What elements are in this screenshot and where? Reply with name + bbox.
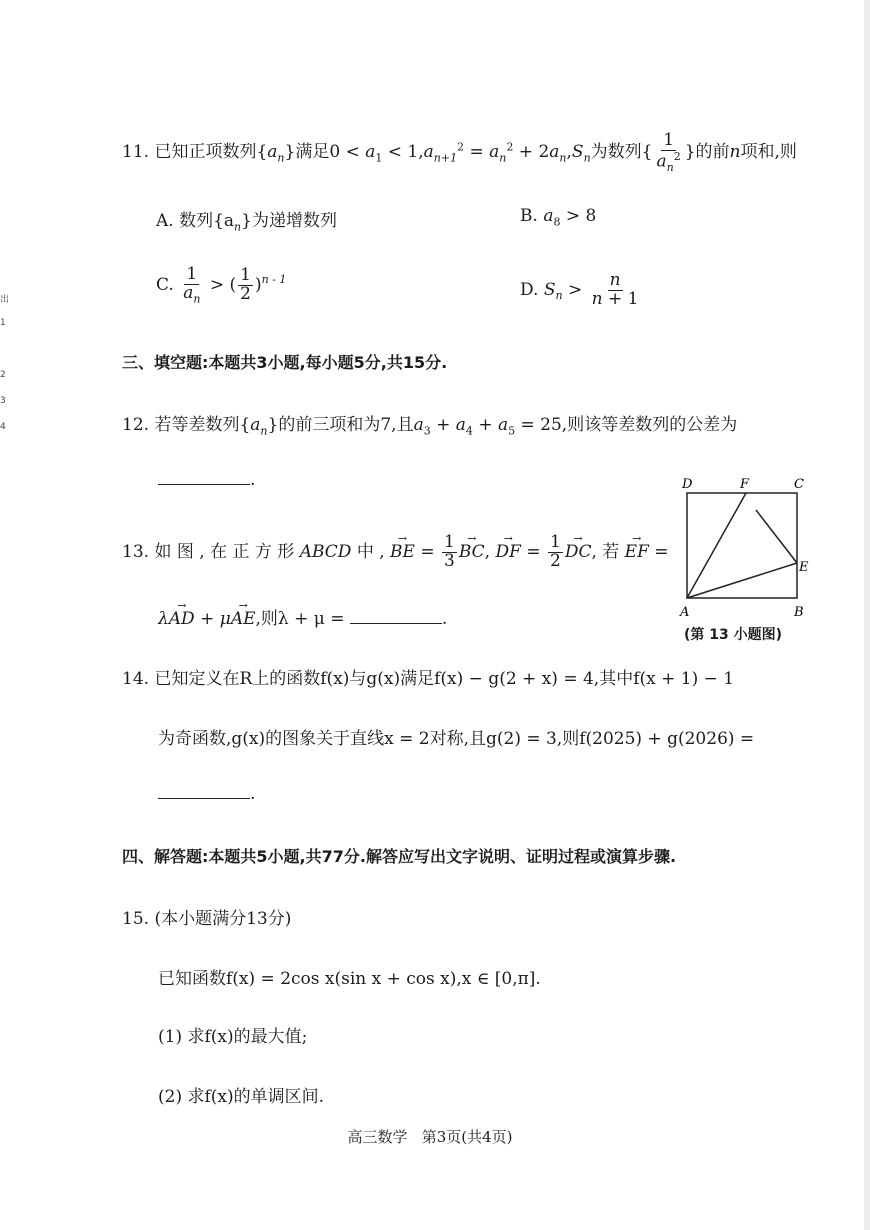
- square-abcd: [687, 493, 797, 598]
- q15-header: [122, 904, 291, 929]
- q15-number: 15.: [122, 909, 150, 929]
- q11-text-e: + 2: [513, 142, 550, 163]
- q13-text-b: 中 ,: [356, 541, 385, 562]
- q13-number: 13.: [122, 541, 150, 562]
- q14-line1: [122, 664, 734, 689]
- q12-stem: 12. 若等差数列$\{a_n\}$的前三项和为7,且$a_3 + a_4 + a_5 = 25$,则该等差数列的公差为: [122, 415, 738, 438]
- edge-mark: 2: [0, 370, 6, 380]
- q11-option-a: A. 数列$\{a_n\}$为递增数列: [156, 211, 337, 234]
- option-d-text: >: [562, 279, 588, 300]
- q12-number: 12.: [122, 415, 150, 435]
- option-c-exponent: n - 1: [261, 273, 287, 287]
- label-b: B: [794, 605, 804, 620]
- q13-figure: [676, 472, 816, 622]
- option-a-suffix: }为递增数列: [241, 211, 337, 231]
- q11-text-c: < 1,: [382, 142, 424, 163]
- page-edge-shadow: [864, 0, 870, 1230]
- option-label: C.: [156, 274, 174, 295]
- section-4-title: 四、解答题:本题共5小题,共77分.解答应写出文字说明、证明过程或演算步骤.: [122, 847, 677, 866]
- q13-figure-caption: (第 13 小题图): [684, 627, 783, 643]
- option-b-text: > 8: [560, 206, 597, 226]
- q13-stem-cont: λ→ AD + μ→ AE,则λ + μ = .: [158, 604, 447, 629]
- label-c: C: [794, 477, 804, 492]
- q11-text-f: 为数列: [590, 142, 642, 163]
- segment-fe: [756, 510, 797, 563]
- q12-text-c: = 25,则该等差数列的公差为: [515, 415, 738, 435]
- edge-mark: 3: [0, 396, 6, 406]
- q11-text-b: 满足0 <: [295, 142, 366, 163]
- q11-text-a: 已知正项数列: [154, 142, 257, 163]
- label-d: D: [682, 477, 693, 492]
- q14-text-line1: 已知定义在R上的函数f(x)与g(x)满足f(x) − g(2 + x) = 4,其中f(x + 1) − 1: [154, 669, 735, 689]
- q14-number: 14.: [122, 669, 150, 689]
- q14-line2: 为奇函数,g(x)的图象关于直线x = 2对称,且g(2) = 3,则f(2025) + g(2026) =: [158, 729, 755, 749]
- q15-given: 已知函数f(x) = 2cos x(sin x + cos x),x ∈ [0,π].: [158, 969, 541, 989]
- q11-text-g: 的前: [695, 142, 730, 163]
- q13-answer-blank[interactable]: [350, 611, 442, 624]
- q13-text-a: 如 图 , 在 正 方 形: [154, 541, 295, 562]
- q14-answer-blank[interactable]: .: [158, 784, 255, 804]
- q15-part-1: (1) 求f(x)的最大值;: [158, 1027, 308, 1047]
- label-f: F: [740, 477, 750, 492]
- option-a-text: 数列{a: [179, 211, 235, 231]
- q15-part-2: (2) 求f(x)的单调区间.: [158, 1087, 325, 1107]
- page-footer: 高三数学 第3页(共4页): [347, 1128, 513, 1146]
- option-label: A.: [156, 211, 174, 231]
- q11-text-d: =: [464, 142, 490, 163]
- edge-mark: 出: [0, 295, 10, 305]
- q13-text-d: ,则λ + μ =: [255, 609, 345, 629]
- q15-score-note: (本小题满分13分): [154, 909, 292, 929]
- q11-text-h: 项和,则: [740, 142, 797, 163]
- edge-mark: 4: [0, 422, 6, 432]
- section-3-title: 三、填空题:本题共3小题,每小题5分,共15分.: [122, 353, 448, 372]
- q11-option-c: C. $\frac{1}{a_n}$ > ( $\frac{1}{2}$ )$^{n - 1}$: [156, 264, 287, 306]
- q13-text-c: 若: [602, 541, 620, 562]
- q11-fraction: $\frac{1}{a_n^2}$: [656, 130, 681, 174]
- q13-stem: 13. 如 图 , 在 正 方 形 ABCD 中 , → BE = $\frac{1}{3}$ → BC, → DF = $\frac{1}{2}$ → DC, 若 → EF =: [122, 534, 669, 571]
- edge-mark: 1: [0, 318, 6, 328]
- q12-text-b: 的前三项和为7,且: [278, 415, 414, 435]
- q11-option-d: D. $S_n$ > $\frac{n}{n + 1}$: [520, 270, 639, 309]
- q13-square-name: ABCD: [299, 541, 352, 562]
- label-a: A: [680, 605, 690, 620]
- q12-answer-blank[interactable]: .: [158, 470, 255, 490]
- q11-option-b: B. $a_8 > 8$: [520, 206, 597, 229]
- q11-stem: 11. 已知正项数列$\{a_n\}$满足$0 < a_1 < 1,a_{n+1}^2 = a_n^2 + 2a_n,S_n$为数列{ $\frac{1}{a_n^2}$ }的前n项和,则: [122, 130, 797, 174]
- label-e: E: [799, 560, 809, 575]
- q12-text-a: 若等差数列: [154, 415, 240, 435]
- option-label: D.: [520, 279, 539, 300]
- option-label: B.: [520, 206, 538, 226]
- q11-number: 11.: [122, 142, 150, 163]
